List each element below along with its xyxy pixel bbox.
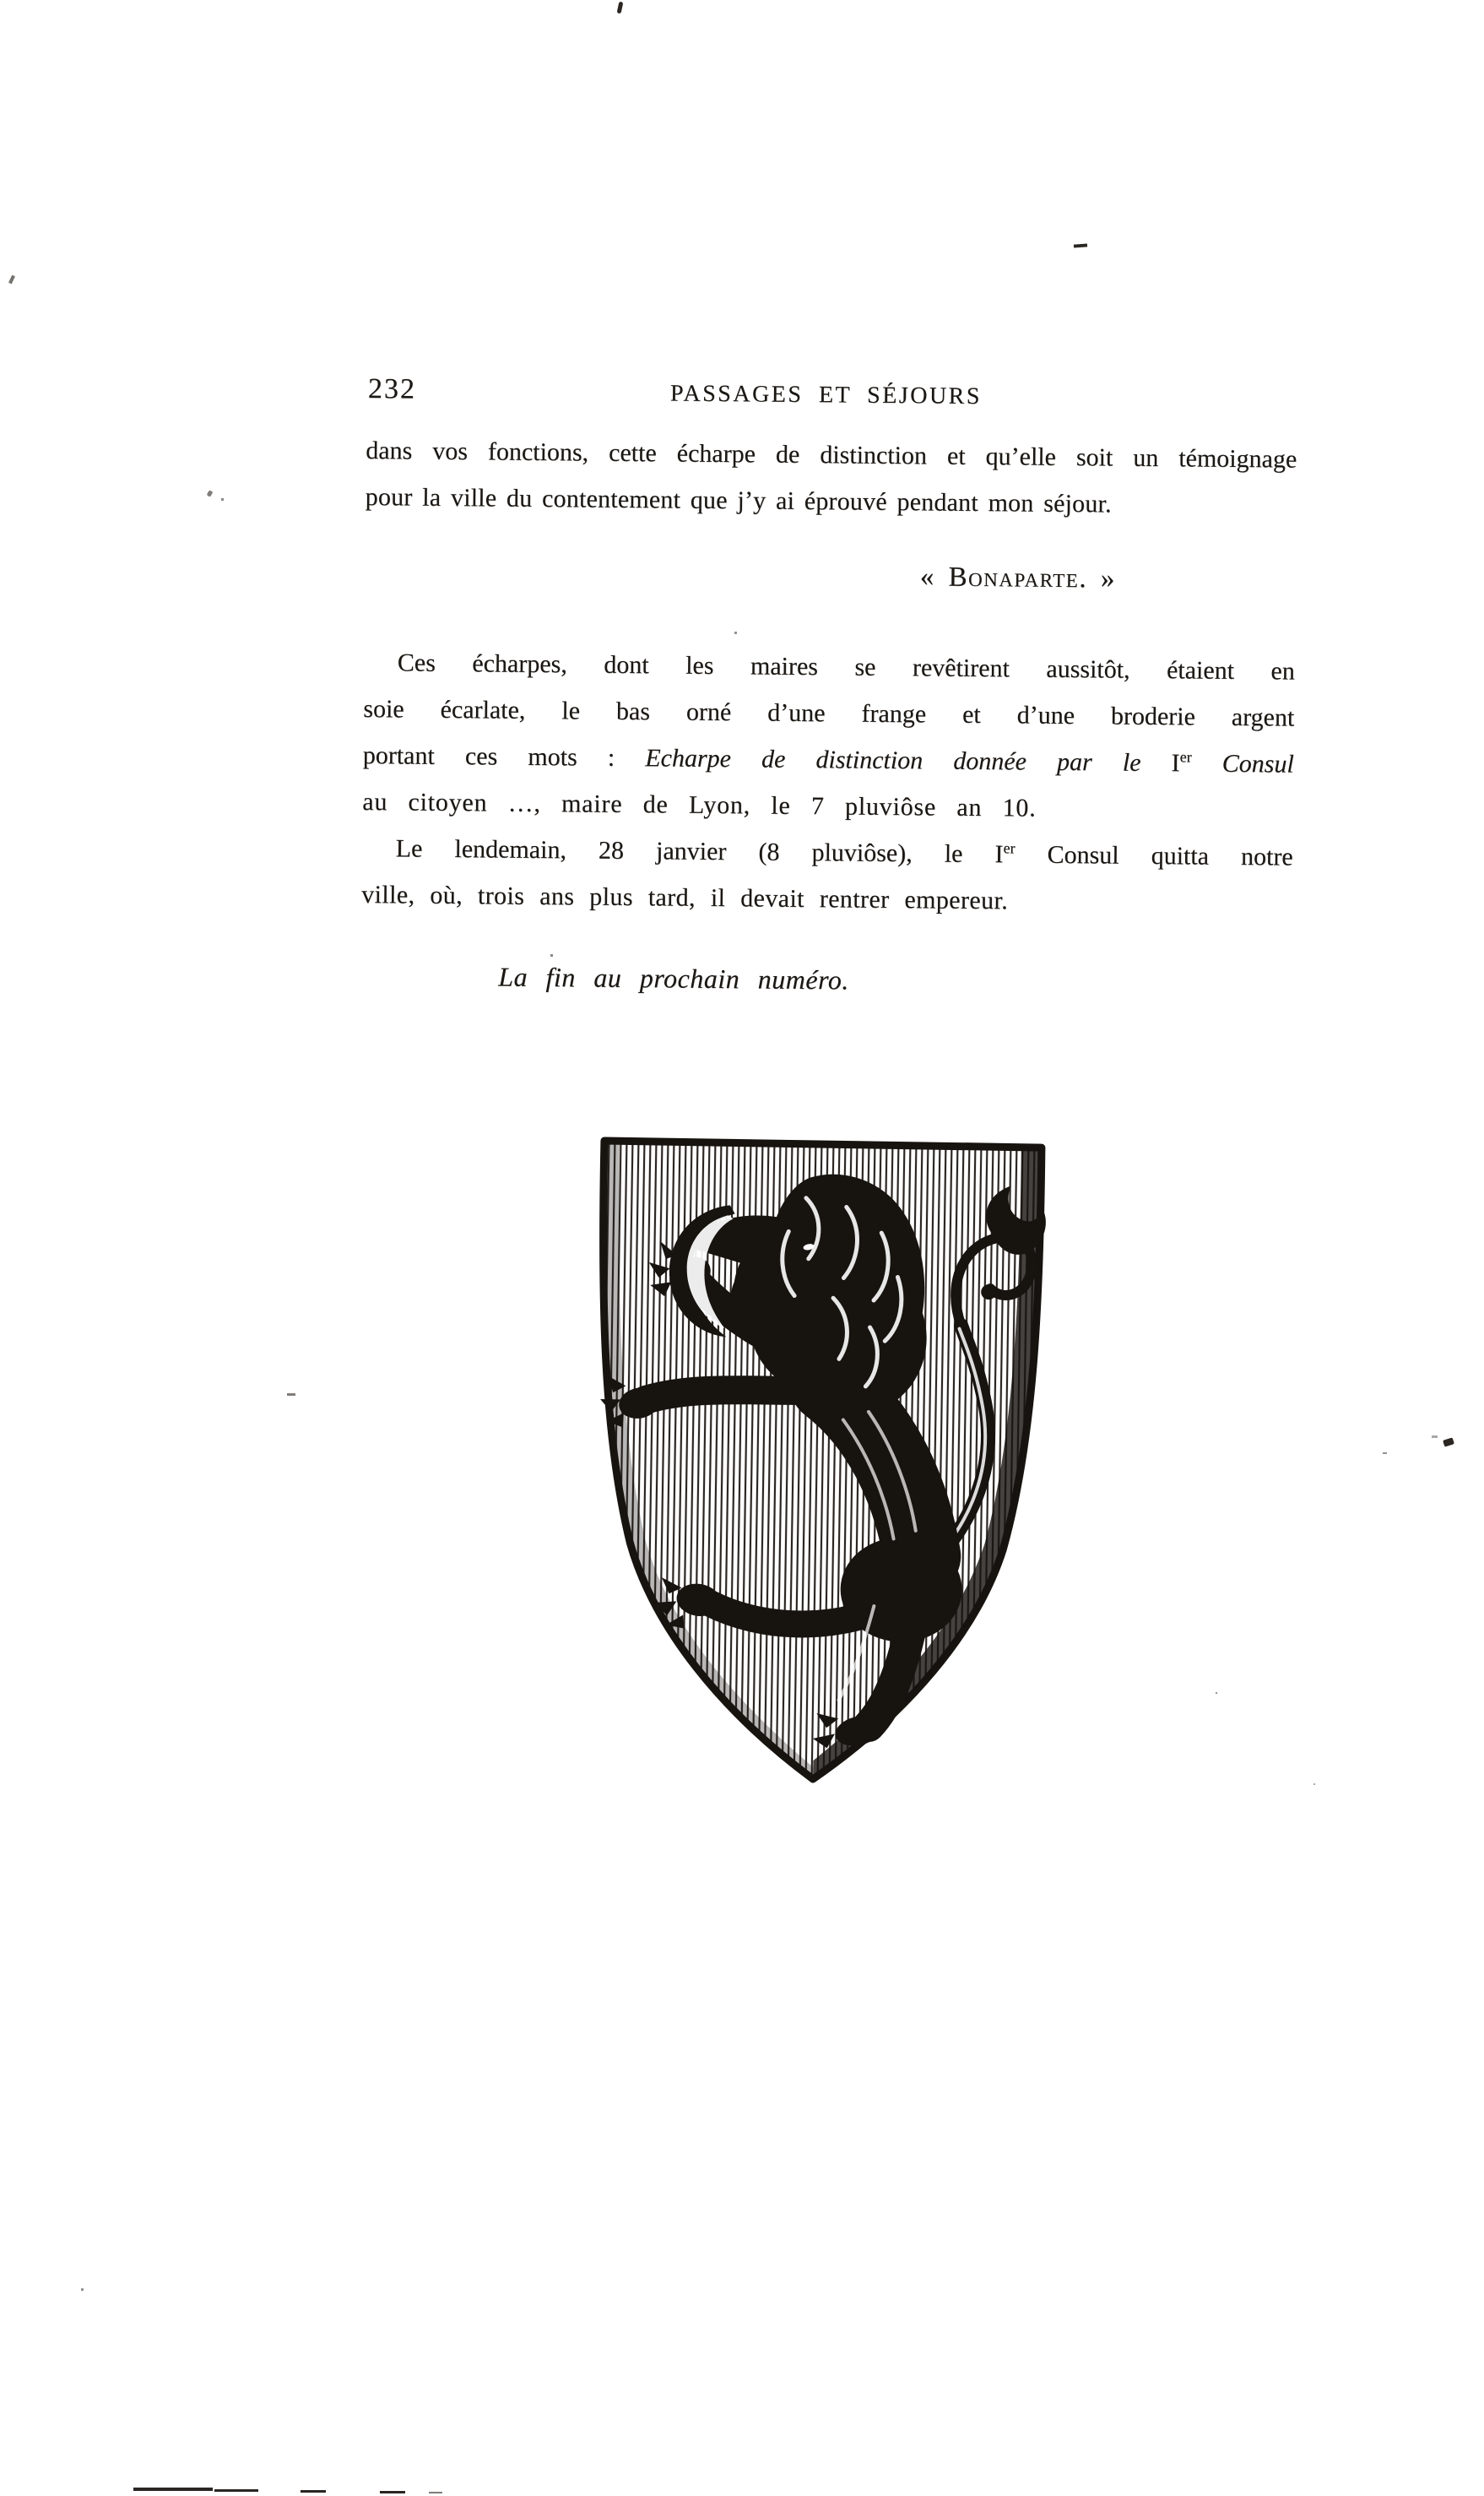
scan-speck	[1443, 1437, 1454, 1446]
scan-speck	[1383, 1452, 1387, 1454]
scan-speck	[207, 490, 214, 497]
page-number: 232	[367, 373, 417, 405]
closing-note: La fin au prochain numéro.	[498, 961, 849, 996]
running-title: PASSAGES ET SÉJOURS	[669, 380, 983, 410]
scan-speck	[221, 498, 224, 501]
paragraph-line: soie écarlate, le bas orné d’une frange et d’une broderie argent	[363, 694, 1295, 732]
coat-of-arms-engraving	[584, 1129, 1052, 1796]
text-roman: Consul quitta notre	[1015, 840, 1293, 871]
letter-line: dans vos fonctions, cette écharpe de distinction et qu’elle soit un témoignage	[366, 436, 1297, 474]
signature-bonaparte: « Bonaparte. »	[919, 562, 1117, 594]
next-page-edge-line	[214, 2489, 258, 2492]
scan-speck	[287, 1393, 295, 1396]
running-head	[366, 373, 1297, 420]
letter-line: pour la ville du contentement que j’y ai éprouvé pendant mon séjour.	[365, 482, 1112, 518]
ordinal-superscript: er	[1003, 839, 1016, 857]
paragraph-line: au citoyen …, maire de Lyon, le 7 pluviôse an 10.	[362, 787, 1037, 822]
letter-end-paragraph	[366, 427, 1297, 529]
scan-speck	[734, 632, 737, 634]
scan-speck	[550, 954, 553, 957]
text-layer	[360, 0, 1301, 1107]
next-page-edge-line	[301, 2490, 326, 2493]
paragraph-line: Ces écharpes, dont les maires se revêtirent aussitôt, étaient en	[397, 648, 1295, 686]
text-roman: portant ces mots :	[362, 741, 646, 773]
ordinal-superscript: er	[1179, 748, 1192, 766]
scan-speck	[81, 2288, 84, 2291]
paragraph-line: ville, où, trois ans plus tard, il devait rentrer empereur.	[361, 880, 1009, 915]
text-italic: Consul	[1191, 749, 1294, 779]
scan-speck	[1432, 1435, 1438, 1438]
scan-speck	[1313, 1783, 1315, 1785]
scan-speck	[8, 275, 15, 285]
next-page-edge-line	[380, 2491, 405, 2493]
text-italic: Echarpe de distinction donnée par le	[645, 744, 1172, 778]
scan-speck	[1216, 1692, 1217, 1694]
next-page-edge-line	[133, 2488, 213, 2491]
next-page-edge-line	[429, 2492, 442, 2493]
main-paragraphs	[361, 639, 1295, 927]
shield-lion-svg	[584, 1129, 1052, 1796]
roman-numeral: I	[1171, 749, 1180, 778]
text-roman: Le lendemain, 28 janvier (8 pluviôse), le I	[395, 834, 1004, 869]
